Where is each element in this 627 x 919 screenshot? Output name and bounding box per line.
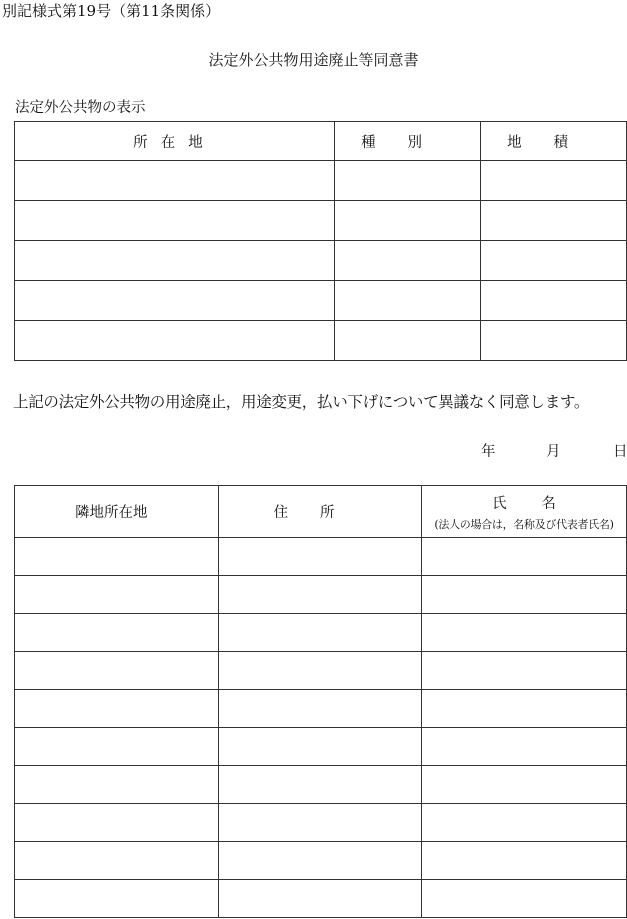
consent-statement: 上記の法定外公共物の用途廃止，用途変更，払い下げについて異議なく同意します。 (13, 393, 590, 411)
name-cell[interactable] (422, 766, 627, 804)
property-table-row (15, 201, 627, 241)
name-cell[interactable] (422, 652, 627, 690)
name-cell[interactable] (422, 804, 627, 842)
date-day-label: 日 (613, 444, 627, 460)
area-cell[interactable] (481, 321, 627, 361)
address-cell[interactable] (219, 728, 422, 766)
neighbor-table-row (15, 842, 627, 880)
neighbor-location-cell[interactable] (15, 538, 219, 576)
neighbor-location-cell[interactable] (15, 804, 219, 842)
form-number: 別記様式第19号（第11条関係） (2, 2, 221, 20)
property-section-label: 法定外公共物の表示 (15, 100, 146, 116)
header-location: 所在地 (15, 122, 335, 161)
address-cell[interactable] (219, 766, 422, 804)
address-cell[interactable] (219, 804, 422, 842)
name-cell[interactable] (422, 880, 627, 918)
property-table (14, 121, 627, 361)
name-cell[interactable] (422, 576, 627, 614)
neighbor-location-cell[interactable] (15, 880, 219, 918)
document-title: 法定外公共物用途廃止等同意書 (208, 51, 419, 69)
neighbor-table-row (15, 690, 627, 728)
property-table-row (15, 321, 627, 361)
neighbor-location-cell[interactable] (15, 842, 219, 880)
address-cell[interactable] (219, 652, 422, 690)
neighbor-location-cell[interactable] (15, 690, 219, 728)
neighbor-table-row (15, 728, 627, 766)
neighbor-table-row (15, 880, 627, 918)
address-cell[interactable] (219, 880, 422, 918)
header-neighbor-location: 隣地所在地 (15, 486, 219, 538)
neighbor-table-row (15, 538, 627, 576)
address-cell[interactable] (219, 576, 422, 614)
property-table-row (15, 281, 627, 321)
neighbor-table-row (15, 766, 627, 804)
neighbor-table-row (15, 804, 627, 842)
property-table-row (15, 161, 627, 201)
header-name (422, 486, 627, 538)
property-table-row (15, 241, 627, 281)
neighbor-location-cell[interactable] (15, 652, 219, 690)
header-name-note: (法人の場合は，名称及び代表者氏名) (434, 517, 614, 531)
neighbor-location-cell[interactable] (15, 728, 219, 766)
location-cell[interactable] (15, 321, 335, 361)
header-area: 地積 (481, 122, 627, 161)
header-name-main: 氏名 (492, 495, 591, 512)
address-cell[interactable] (219, 614, 422, 652)
date-month-label: 月 (546, 444, 561, 460)
address-cell[interactable] (219, 842, 422, 880)
name-cell[interactable] (422, 614, 627, 652)
location-cell[interactable] (15, 161, 335, 201)
date-year-label: 年 (481, 444, 496, 460)
location-cell[interactable] (15, 281, 335, 321)
property-table-header-row (15, 122, 627, 161)
location-cell[interactable] (15, 201, 335, 241)
header-type: 種別 (335, 122, 481, 161)
neighbor-table-header-row (15, 486, 627, 538)
neighbor-table-row (15, 652, 627, 690)
address-cell[interactable] (219, 690, 422, 728)
header-address: 住所 (219, 486, 422, 538)
name-cell[interactable] (422, 842, 627, 880)
type-cell[interactable] (335, 321, 481, 361)
type-cell[interactable] (335, 161, 481, 201)
neighbor-location-cell[interactable] (15, 766, 219, 804)
neighbor-table-row (15, 576, 627, 614)
type-cell[interactable] (335, 281, 481, 321)
area-cell[interactable] (481, 241, 627, 281)
neighbor-table-row (15, 614, 627, 652)
area-cell[interactable] (481, 201, 627, 241)
name-cell[interactable] (422, 690, 627, 728)
neighbor-location-cell[interactable] (15, 614, 219, 652)
type-cell[interactable] (335, 201, 481, 241)
area-cell[interactable] (481, 161, 627, 201)
name-cell[interactable] (422, 728, 627, 766)
neighbor-table (14, 485, 627, 918)
name-cell[interactable] (422, 538, 627, 576)
address-cell[interactable] (219, 538, 422, 576)
location-cell[interactable] (15, 241, 335, 281)
area-cell[interactable] (481, 281, 627, 321)
neighbor-location-cell[interactable] (15, 576, 219, 614)
type-cell[interactable] (335, 241, 481, 281)
